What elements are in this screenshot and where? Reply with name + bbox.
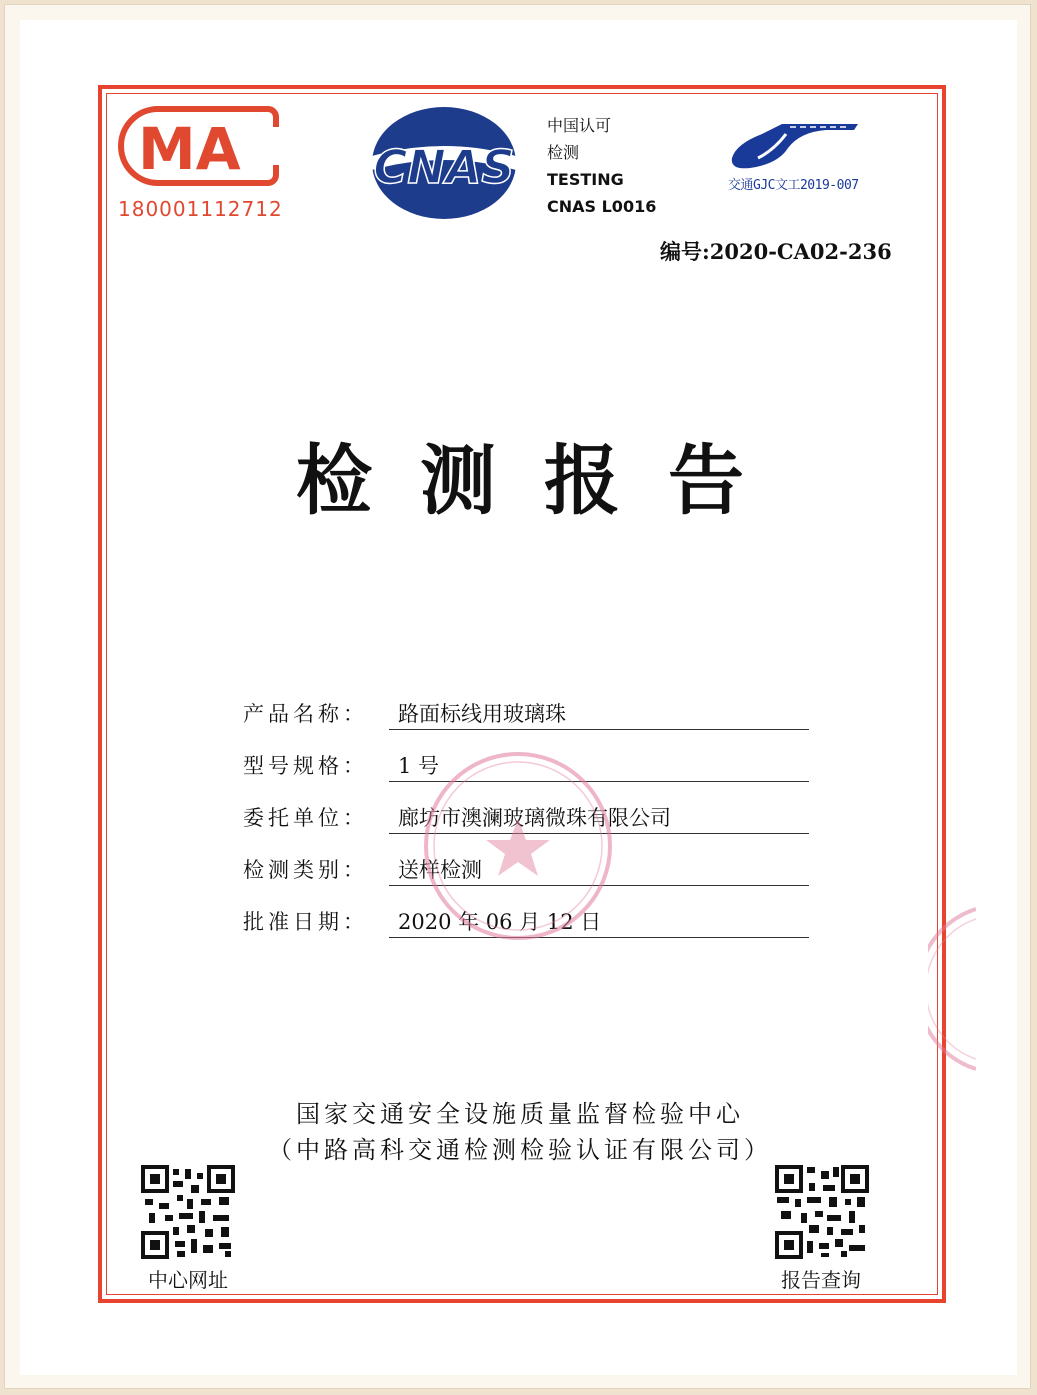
field-label: 批准日期： [243,910,368,934]
field-underline [389,937,809,938]
qr-report-query-label: 报告查询 [781,1268,861,1292]
field-client [243,802,813,842]
field-value: 廊坊市澳澜玻璃微珠有限公司 [398,806,671,830]
cnas-logo-icon [362,103,526,225]
qr-website-label: 中心网址 [148,1268,228,1292]
field-value: 2020 年 06 月 12 日 [398,910,602,934]
cma-code: 180001112712 [118,197,283,221]
field-label: 产品名称： [243,702,368,726]
field-model-spec [243,750,813,790]
report-number: 编号:2020-CA02-236 [660,239,892,264]
field-label: 检测类别： [243,858,368,882]
page-title: 检测报告 [296,436,792,525]
cnas-line-1: 中国认可 [547,116,612,135]
gjc-code: 交通GJC文工2019-007 [728,178,859,193]
field-approval-date [243,906,813,946]
field-underline [389,885,809,886]
field-underline [389,781,809,782]
field-underline [389,729,809,730]
qr-code-report-query-icon [775,1165,869,1259]
qr-code-website-icon [141,1165,235,1259]
field-value: 送样检测 [398,858,482,882]
field-value: 1 号 [398,754,440,778]
cma-logo-text: MA [138,115,241,183]
field-product-name [243,698,813,738]
field-label: 型号规格： [243,754,368,778]
cma-logo-icon [118,103,280,189]
cnas-logo-text: CNAS [373,140,515,194]
cnas-line-4: CNAS L0016 [547,197,657,216]
cnas-accreditation-text [547,112,707,220]
gjc-road-logo-icon [728,118,860,174]
organization-name: 国家交通安全设施质量监督检验中心 [296,1100,744,1128]
field-underline [389,833,809,834]
cnas-line-2: 检测 [547,143,580,162]
field-test-type [243,854,813,894]
field-label: 委托单位： [243,806,368,830]
cnas-line-3: TESTING [547,170,624,189]
organization-subtitle: （中路高科交通检测检验认证有限公司） [268,1136,772,1164]
field-value: 路面标线用玻璃珠 [398,702,566,726]
